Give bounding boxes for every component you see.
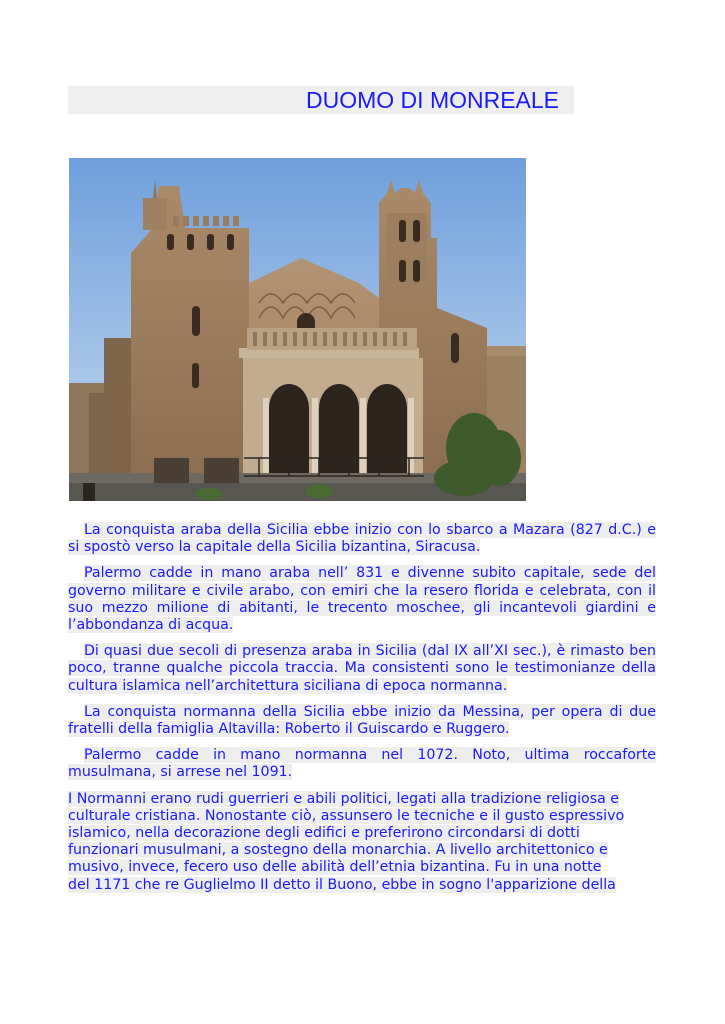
paragraph-6 — [68, 791, 656, 894]
paragraph-4: La conquista normanna della Sicilia ebbe inizio da Messina, per opera di due fratelli della famiglia Altavilla: Roberto il Guiscardo e Ruggero. — [68, 703, 656, 738]
page-title: DUOMO DI MONREALE — [306, 87, 560, 113]
paragraph-6-line: funzionari musulmani, a sostegno della monarchia. A livello architettonico e — [68, 842, 608, 859]
paragraph-6-line: culturale cristiana. Nonostante ciò, assunsero le tecniche e il gusto espressivo — [68, 807, 625, 824]
paragraph-6-line: islamico, nella decorazione degli edifici e preferirono circondarsi di dotti — [68, 825, 580, 842]
paragraph-6-line: del 1171 che re Guglielmo II detto il Buono, ebbe in sogno l'apparizione della — [68, 876, 616, 893]
paragraph-2: Palermo cadde in mano araba nell’ 831 e divenne subito capitale, sede del governo militare e civile arabo, con emiri che la resero florida e celebrata, con il suo mezzo milione di abitanti, le trecento moschee, gli incantevoli giardini e l’abbondanza di acqua. — [68, 565, 656, 634]
article-body — [68, 522, 656, 894]
paragraph-6-line: I Normanni erano rudi guerrieri e abili politici, legati alla tradizione religiosa e — [68, 790, 620, 807]
paragraph-3: Di quasi due secoli di presenza araba in Sicilia (dal IX all’XI sec.), è rimasto ben poco, tranne qualche piccola traccia. Ma consistenti sono le testimonianze della cultura islamica nell’architettura siciliana di epoca normanna. — [68, 643, 656, 694]
paragraph-5: Palermo cadde in mano normanna nel 1072. Noto, ultima roccaforte musulmana, si arrese nel 1091. — [68, 747, 656, 781]
paragraph-6-line: musivo, invece, fecero uso delle abilità dell’etnia bizantina. Fu in una notte — [68, 859, 602, 876]
cathedral-photo — [69, 158, 526, 501]
paragraph-1: La conquista araba della Sicilia ebbe inizio con lo sbarco a Mazara (827 d.C.) e si spostò verso la capitale della Sicilia bizantina, Siracusa. — [68, 522, 656, 556]
